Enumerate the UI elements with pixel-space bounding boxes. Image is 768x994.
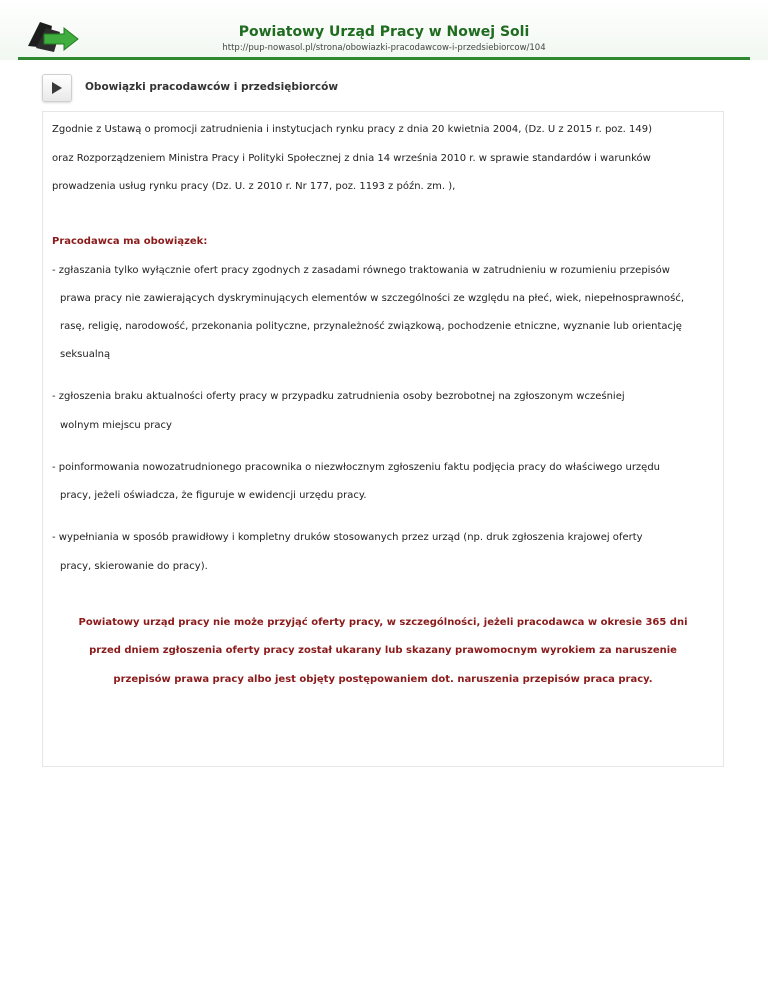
notice-line: Powiatowy urząd pracy nie może przyjąć oferty pracy, w szczególności, jeżeli pracodawca w okresie 365 dni [78, 617, 688, 628]
notice-line: przepisów prawa pracy albo jest objęty postępowaniem dot. naruszenia przepisów praca pracy. [113, 674, 653, 685]
site-title[interactable]: Powiatowy Urząd Pracy w Nowej Soli [238, 24, 530, 40]
obligation-line: - zgłoszenia braku aktualności oferty pracy w przypadku zatrudnienia osoby bezrobotnej na zgłoszonym wcześniej [52, 391, 625, 402]
page-title: Obowiązki pracodawców i przedsiębiorców [85, 81, 339, 93]
notice-line: przed dniem zgłoszenia oferty pracy został ukarany lub skazany prawomocnym wyrokiem za naruszenie [89, 645, 677, 656]
page-header [42, 74, 726, 104]
obligation-line: wolnym miejscu pracy [60, 420, 172, 431]
obligation-line: - poinformowania nowozatrudnionego pracownika o niezwłocznym zgłoszeniu faktu podjęcia pracy do właściwego urzędu [52, 462, 661, 473]
obligation-line: seksualną [60, 349, 111, 360]
page-arrow-button [42, 74, 72, 102]
arrow-right-icon [51, 82, 63, 94]
intro-line: Zgodnie z Ustawą o promocji zatrudnienia i instytucjach rynku pracy z dnia 20 kwietnia 2004, (Dz. U z 2015 r. poz. 149) [52, 124, 653, 135]
obligation-heading: Pracodawca ma obowiązek: [52, 236, 208, 247]
obligation-line: - zgłaszania tylko wyłącznie ofert pracy zgodnych z zasadami równego traktowania w zatrudnieniu w rozumieniu przepisów [52, 265, 670, 276]
obligation-line: rasę, religię, narodowość, przekonania polityczne, przynależność związkową, pochodzenie etniczne, wyznanie lub orientację [60, 321, 682, 332]
content-panel [42, 111, 724, 767]
obligation-line: prawa pracy nie zawierających dyskryminujących elementów w szczególności ze względu na płeć, wiek, niepełnosprawność, [60, 293, 685, 304]
intro-line: oraz Rozporządzeniem Ministra Pracy i Polityki Społecznej z dnia 14 września 2010 r. w sprawie standardów i warunków [52, 153, 651, 164]
obligation-line: pracy, jeżeli oświadcza, że figuruje w ewidencji urzędu pracy. [60, 490, 367, 501]
intro-line: prowadzenia usług rynku pracy (Dz. U. z 2010 r. Nr 177, poz. 1193 z późn. zm. ), [52, 181, 456, 192]
obligation-line: - wypełniania w sposób prawidłowy i kompletny druków stosowanych przez urząd (np. druk zgłoszenia krajowej oferty [52, 532, 643, 543]
obligation-line: pracy, skierowanie do pracy). [60, 561, 208, 572]
site-url[interactable]: http://pup-nowasol.pl/strona/obowiazki-pracodawcow-i-przedsiebiorcow/104 [222, 43, 546, 53]
header-divider [18, 57, 750, 60]
site-header [0, 0, 768, 60]
